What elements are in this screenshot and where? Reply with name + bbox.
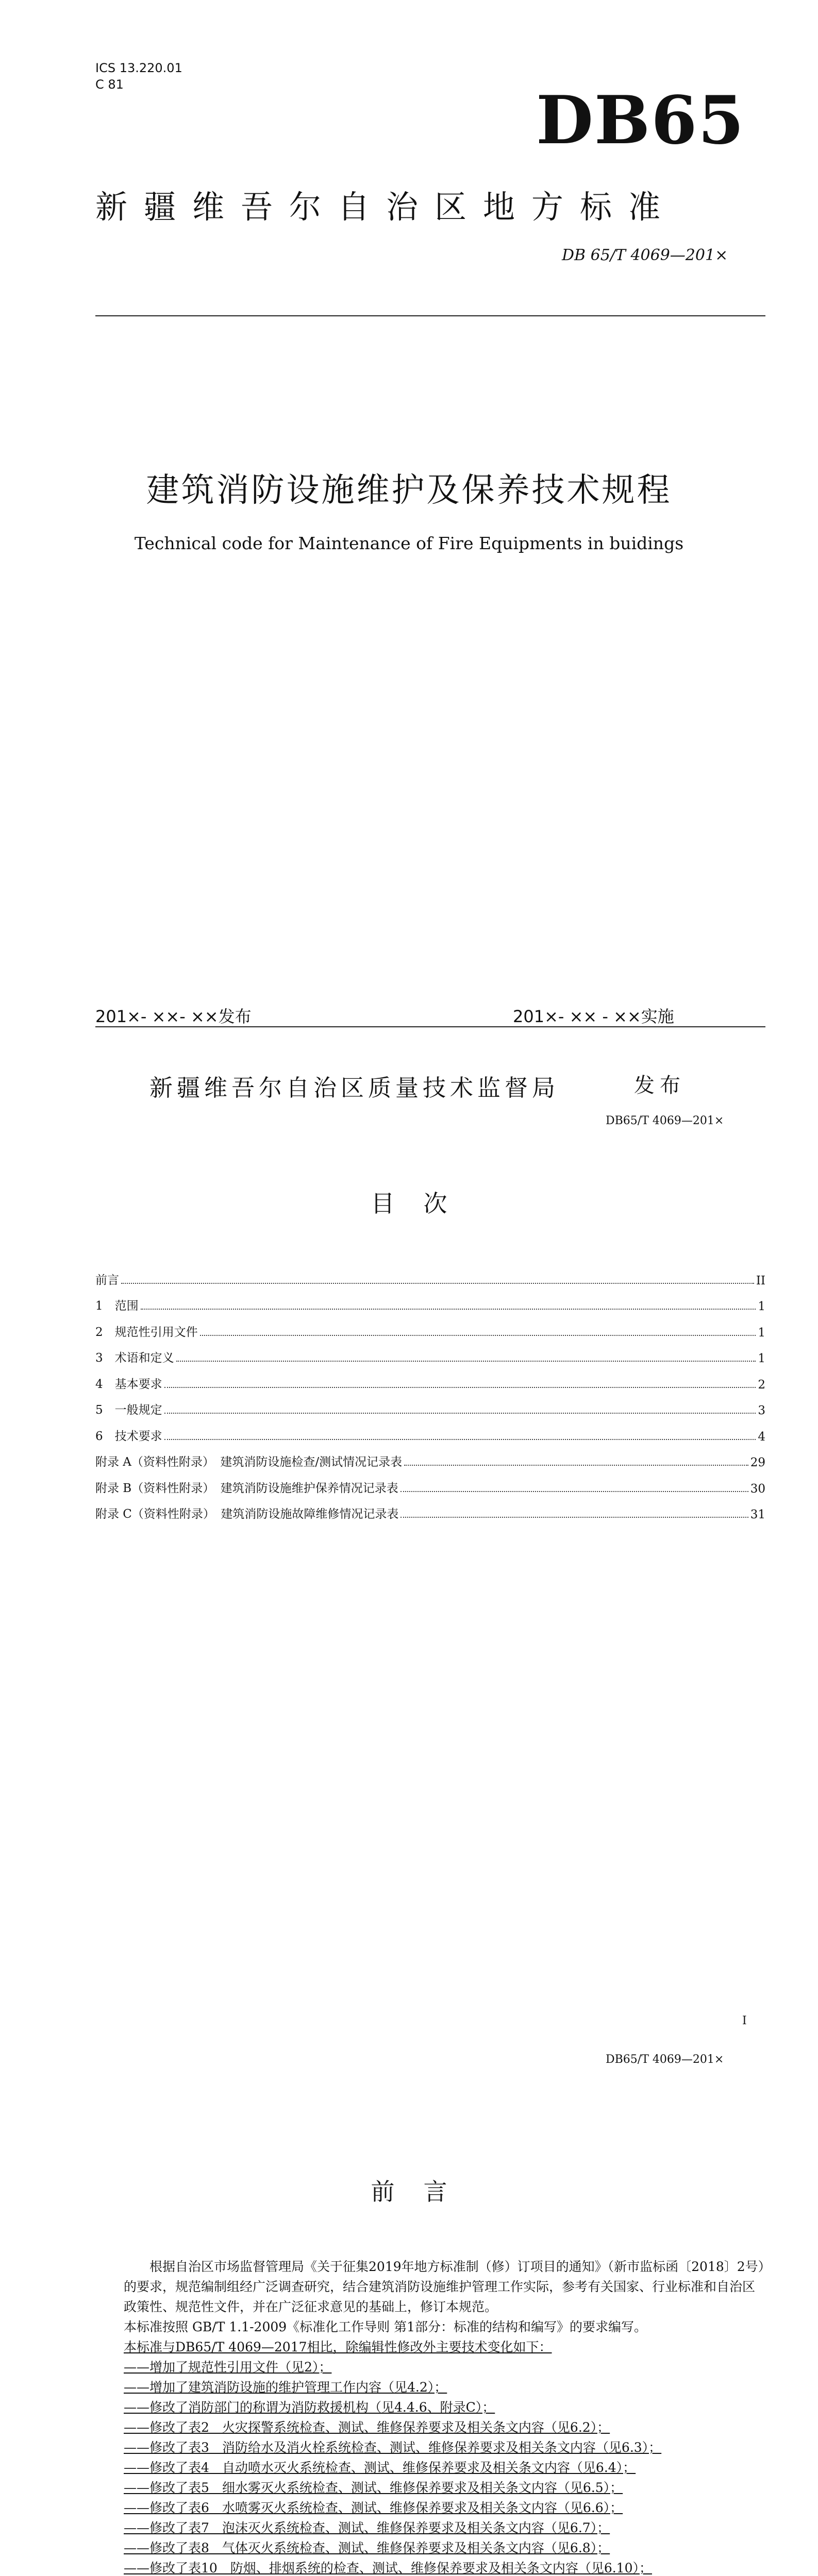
issue-label: 发布	[634, 1074, 686, 1097]
toc-entry[interactable]: 前言 II	[95, 1273, 765, 1287]
change-item: ——修改了表3 消防给水及消火栓系统检查、测试、维修保养要求及相关条文内容（见6.3）；	[124, 2440, 662, 2455]
change-item: ——修改了消防部门的称谓为消防救援机构（见4.4.6、附录C）；	[124, 2400, 495, 2415]
cover-bottom-rule	[95, 1026, 765, 1027]
implementation-date: 201×- ×× - ××实施	[513, 1007, 674, 1026]
cover-top-rule	[95, 315, 765, 316]
ics-code: ICS 13.220.01	[95, 61, 182, 75]
change-item: ——修改了表5 细水雾灭火系统检查、测试、维修保养要求及相关条文内容（见6.5）；	[124, 2480, 623, 2495]
standard-logo: DB65	[536, 82, 745, 159]
toc-entry[interactable]: 5 一般规定 3	[95, 1403, 765, 1417]
issuing-authority: 新疆维吾尔自治区质量技术监督局	[149, 1074, 560, 1101]
change-item: ——修改了表4 自动喷水灭火系统检查、测试、维修保养要求及相关条文内容（见6.4）；	[124, 2460, 636, 2475]
issue-date: 201×- ××- ××发布	[95, 1007, 252, 1026]
change-item: ——修改了表10 防烟、排烟系统的检查、测试、维修保养要求及相关条文内容（见6.10）；	[124, 2561, 652, 2575]
document-title-en: Technical code for Maintenance of Fire Equipments in buidings	[134, 533, 684, 553]
document-title-cn: 建筑消防设施维护及保养技术规程	[146, 471, 672, 510]
ccs-code: C 81	[95, 77, 124, 92]
foreword-title: 前言	[371, 2178, 476, 2206]
standard-number: DB 65/T 4069—201×	[562, 246, 728, 264]
toc-list	[95, 1261, 765, 1521]
toc-entry[interactable]: 附录 A（资料性附录） 建筑消防设施检查/测试情况记录表 29	[95, 1455, 765, 1469]
toc-entry[interactable]: 3 术语和定义 1	[95, 1351, 765, 1365]
doc-number-header: DB65/T 4069—201×	[606, 1114, 724, 1127]
doc-number-header: DB65/T 4069—201×	[606, 2053, 724, 2066]
foreword-body	[124, 2257, 765, 2576]
change-item: ——增加了建筑消防设施的维护管理工作内容（见4.2）；	[124, 2380, 447, 2395]
foreword-paragraph: 本标准与DB65/T 4069—2017相比，除编辑性修改外主要技术变化如下：	[124, 2340, 552, 2354]
toc-entry[interactable]: 4 基本要求 2	[95, 1377, 765, 1392]
toc-entry[interactable]: 1 范围 1	[95, 1299, 765, 1313]
change-item: ——修改了表8 气体灭火系统检查、测试、维修保养要求及相关条文内容（见6.8）；	[124, 2540, 610, 2555]
toc-title: 目次	[371, 1190, 476, 1217]
foreword-paragraph: 本标准按照 GB/T 1.1-2009《标准化工作导则 第1部分：标准的结构和编写》的要求编写。	[124, 2319, 647, 2334]
toc-entry[interactable]: 附录 C（资料性附录） 建筑消防设施故障维修情况记录表 31	[95, 1507, 765, 1521]
standard-type-heading: 新疆维吾尔自治区地方标准	[95, 188, 677, 226]
change-item: ——修改了表6 水喷雾灭火系统检查、测试、维修保养要求及相关条文内容（见6.6）；	[124, 2500, 623, 2515]
toc-entry[interactable]: 6 技术要求 4	[95, 1429, 765, 1444]
toc-entry[interactable]: 附录 B（资料性附录） 建筑消防设施维护保养情况记录表 30	[95, 1481, 765, 1496]
change-item: ——增加了规范性引用文件（见2）；	[124, 2360, 332, 2375]
change-item: ——修改了表2 火灾探警系统检查、测试、维修保养要求及相关条文内容（见6.2）；	[124, 2420, 610, 2435]
toc-entry[interactable]: 2 规范性引用文件 1	[95, 1325, 765, 1340]
page-number: I	[742, 2014, 747, 2027]
change-item: ——修改了表7 泡沫灭火系统检查、测试、维修保养要求及相关条文内容（见6.7）；	[124, 2520, 610, 2535]
foreword-paragraph: 根据自治区市场监督管理局《关于征集2019年地方标准制（修）订项目的通知》（新市监标函〔2018〕2号）的要求，规范编制组经广泛调查研究，结合建筑消防设施维护管理工作实际，参考有关国家、行业标准和自治区政策性、规范性文件，并在广泛征求意见的基础上，修订本规范。	[124, 2259, 765, 2314]
